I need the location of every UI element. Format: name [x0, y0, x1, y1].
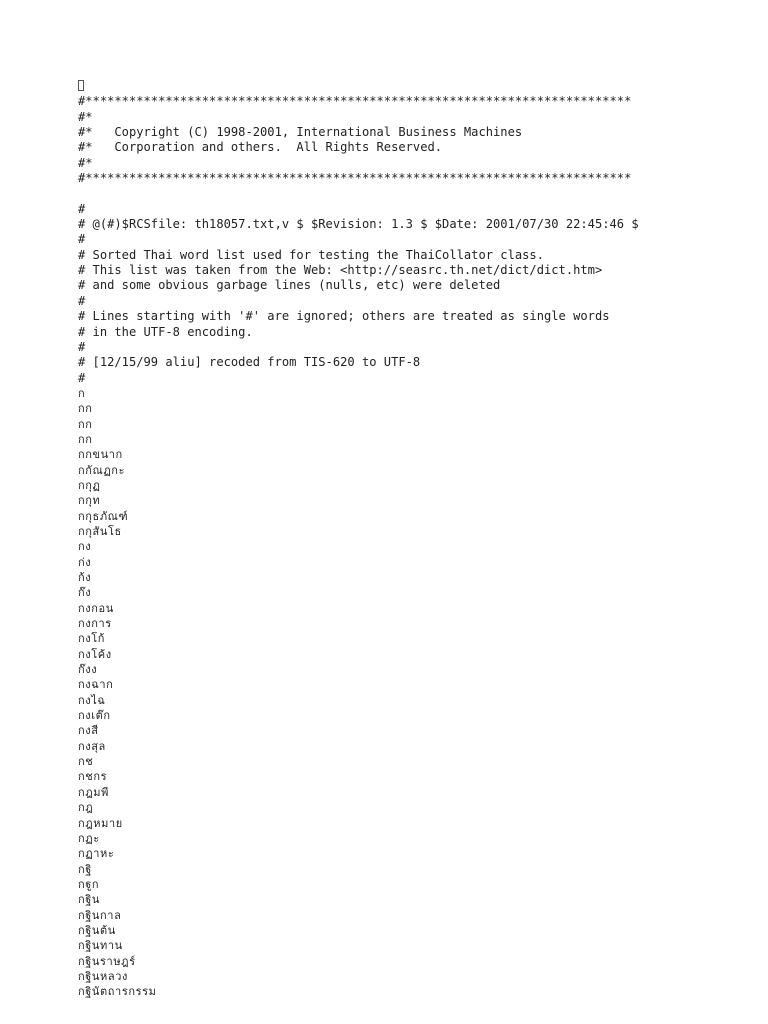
word-line: กฏาหะ — [78, 847, 115, 861]
header-line: #*************************************************************************** — [78, 171, 632, 186]
header-block — [78, 94, 758, 386]
text-document — [78, 79, 758, 1000]
header-line — [78, 186, 758, 201]
bom-glyph-icon — [78, 80, 84, 91]
word-line: กฐิน — [78, 893, 101, 907]
header-line: # — [78, 370, 86, 385]
word-line: กกุท — [78, 494, 101, 508]
word-line: กฏะ — [78, 831, 100, 845]
word-line: กงสุล — [78, 739, 106, 753]
word-line: กงไฉ — [78, 693, 106, 707]
word-line: กงการ — [78, 617, 112, 631]
word-line: กงโค้ง — [78, 647, 112, 661]
word-line: กง — [78, 540, 92, 554]
word-line: กก — [78, 432, 93, 446]
word-line: ก — [78, 386, 86, 400]
word-line: กฐูก — [78, 877, 100, 891]
header-line: # — [78, 339, 86, 354]
header-line: # — [78, 293, 86, 308]
word-line: กชกร — [78, 770, 108, 784]
word-line: ก้ง — [78, 571, 92, 584]
word-line: กฐินต้น — [78, 923, 116, 937]
word-line: กกุฏ — [78, 478, 101, 492]
word-line: กฐินกาล — [78, 908, 122, 922]
header-line: # — [78, 201, 86, 216]
word-line: ก๊ง — [78, 586, 92, 600]
word-line: กก — [78, 402, 93, 416]
header-line: # in the UTF-8 encoding. — [78, 324, 253, 339]
header-line: #* — [78, 155, 93, 170]
word-line: กกุธภัณฑ์ — [78, 509, 129, 523]
word-line: กกุสันโธ — [78, 524, 122, 538]
word-line: กฎ — [78, 801, 94, 815]
header-line: #* Copyright (C) 1998-2001, International Business Machines — [78, 125, 523, 140]
header-line: #* Corporation and others. All Rights Reserved. — [78, 140, 443, 155]
header-line: # [12/15/99 aliu] recoded from TIS-620 to UTF-8 — [78, 355, 421, 370]
header-line: # Sorted Thai word list used for testing the ThaiCollator class. — [78, 247, 544, 262]
header-line: # This list was taken from the Web: <http://seasrc.th.net/dict/dict.htm> — [78, 263, 603, 278]
word-list — [78, 386, 758, 1000]
word-line: กฎหมาย — [78, 816, 123, 830]
bom-line — [78, 79, 758, 94]
header-line: #* — [78, 109, 93, 124]
word-line: กงเต๊ก — [78, 709, 111, 723]
header-line: # Lines starting with '#' are ignored; others are treated as single words — [78, 309, 610, 324]
word-line: กงสี — [78, 724, 99, 738]
word-line: กช — [78, 755, 94, 769]
word-line: กฐินัตถารกรรม — [78, 985, 157, 999]
word-line: ก๊งง — [78, 663, 98, 677]
word-line: กฐินทาน — [78, 939, 123, 953]
word-line: กงกอน — [78, 601, 114, 615]
word-line: กฐินราษฎร์ — [78, 954, 136, 968]
word-line: กงโก้ — [78, 632, 105, 646]
word-line: กกัณฏกะ — [78, 463, 126, 477]
word-line: กงฉาก — [78, 678, 114, 692]
word-line: กก — [78, 417, 93, 431]
word-line: กฐิ — [78, 862, 92, 876]
word-line: ก่ง — [78, 555, 92, 569]
word-line: กกขนาก — [78, 448, 123, 462]
header-line: # — [78, 232, 86, 247]
header-line: #*************************************************************************** — [78, 94, 632, 109]
header-line: # and some obvious garbage lines (nulls, etc) were deleted — [78, 278, 501, 293]
header-line: # @(#)$RCSfile: th18057.txt,v $ $Revision: 1.3 $ $Date: 2001/07/30 22:45:46 $ — [78, 217, 639, 232]
word-line: กฐินหลวง — [78, 969, 128, 983]
word-line: กฎมพี — [78, 785, 109, 799]
